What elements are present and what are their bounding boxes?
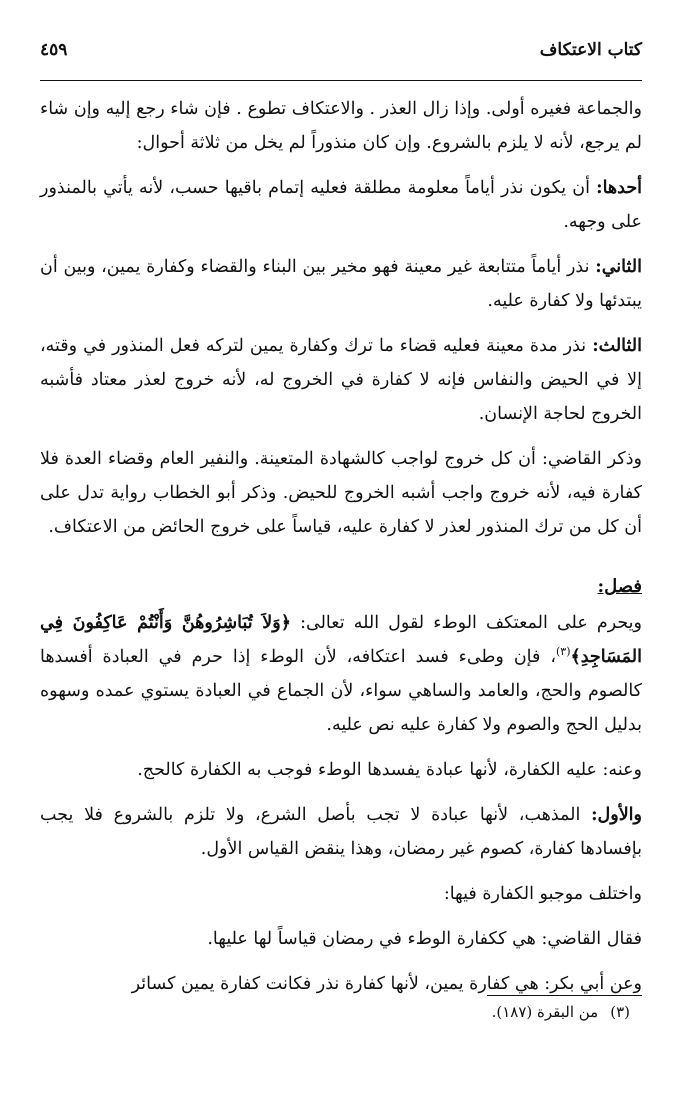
paragraph-text: ويحرم على المعتكف الوطء لقول الله تعالى:	[291, 613, 642, 633]
footnote-text: من البقرة (١٨٧).	[491, 1003, 599, 1021]
paragraph	[40, 171, 642, 239]
paragraph-text: وعن أبي بكر: هي كفارة يمين، لأنها كفارة نذر فكانت كفارة يمين كسائر	[131, 974, 642, 994]
page-number: ٤٥٩	[40, 40, 68, 60]
case-label: أحدها:	[596, 178, 642, 198]
paragraph-text: المذهب، لأنها عبادة لا تجب بأصل الشرع، ولا تلزم بالشروع فلا يجب بإفسادها كفارة، كصوم غير رمضان، وهذا ينقض القياس الأول.	[40, 805, 642, 859]
case-label: الثاني:	[595, 257, 642, 277]
paragraph-text: والجماعة فغيره أولى. وإذا زال العذر . والاعتكاف تطوع . فإن شاء رجع إليه وإن شاء لم يرجع، لأنه لا يلزم بالشروع. وإن كان منذوراً لم يخل من ثلاثة أحوال:	[40, 99, 642, 153]
paragraph	[40, 329, 642, 431]
paragraph-text: فقال القاضي: هي ككفارة الوطء في رمضان قياساً لها عليها.	[207, 929, 642, 949]
paragraph	[40, 606, 642, 742]
chapter-title: كتاب الاعتكاف	[539, 40, 642, 60]
footnote-number: (٣)	[610, 1003, 630, 1021]
paragraph-text: نذر أياماً متتابعة غير معينة فهو مخير بين البناء والقضاء وكفارة يمين، وبين أن يبتدئها ولا كفارة عليه.	[40, 257, 642, 311]
paragraph-text: وذكر القاضي: أن كل خروج لواجب كالشهادة المتعينة. والنفير العام وقضاء العدة فلا كفارة فيه، لأنه خروج واجب أشبه الخروج للحيض. وذكر أبو الخطاب رواية تدل على أن كل من ترك المنذور لعذر لا كفارة عليه، قياساً على خروج الحائض من الاعتكاف.	[40, 449, 642, 537]
footnote	[40, 1003, 630, 1021]
paragraph	[40, 877, 642, 911]
paragraph-text: وعنه: عليه الكفارة، لأنها عبادة يفسدها الوطء فوجب به الكفارة كالحج.	[137, 760, 642, 780]
case-label: الثالث:	[592, 336, 642, 356]
paragraph-text: نذر مدة معينة فعليه قضاء ما ترك وكفارة يمين لتركه فعل المنذور في وقته، إلا في الحيض والنفاس فإنه لا كفارة في الخروج له، لأنه خروج لعذر معتاد فأشبه الخروج لحاجة الإنسان.	[40, 336, 642, 424]
case-label: والأول:	[591, 805, 642, 825]
quran-verse: ﴿وَلاَ تُبَاشِرُوهُنَّ وَأَنْتُمْ عَاكِفُونَ فِي المَسَاجِدِ﴾	[40, 613, 642, 667]
paragraph	[40, 250, 642, 318]
footnote-reference[interactable]: (٣)	[555, 645, 571, 659]
paragraph-text: واختلف موجبو الكفارة فيها:	[443, 884, 642, 904]
footnote-divider	[487, 995, 642, 996]
paragraph-text: ، فإن وطىء فسد اعتكافه، لأن الوطء إذا حرم في العبادة أفسدها كالصوم والحج، والعامد والساهي سواء، لأن الجماع في العبادة يستوي عمده وسهوه بدليل الحج والصوم ولا كفارة عليه نص عليه.	[40, 647, 642, 735]
main-text	[40, 92, 642, 1012]
paragraph	[40, 798, 642, 866]
paragraph	[40, 753, 642, 787]
paragraph	[40, 92, 642, 160]
header-divider	[40, 80, 642, 81]
paragraph	[40, 442, 642, 544]
paragraph	[40, 922, 642, 956]
paragraph-text: أن يكون نذر أياماً معلومة مطلقة فعليه إتمام باقيها حسب، لأنه يأتي بالمنذور على وجهه.	[40, 178, 642, 232]
section-heading: فصل:	[597, 576, 642, 597]
running-header	[40, 40, 642, 60]
